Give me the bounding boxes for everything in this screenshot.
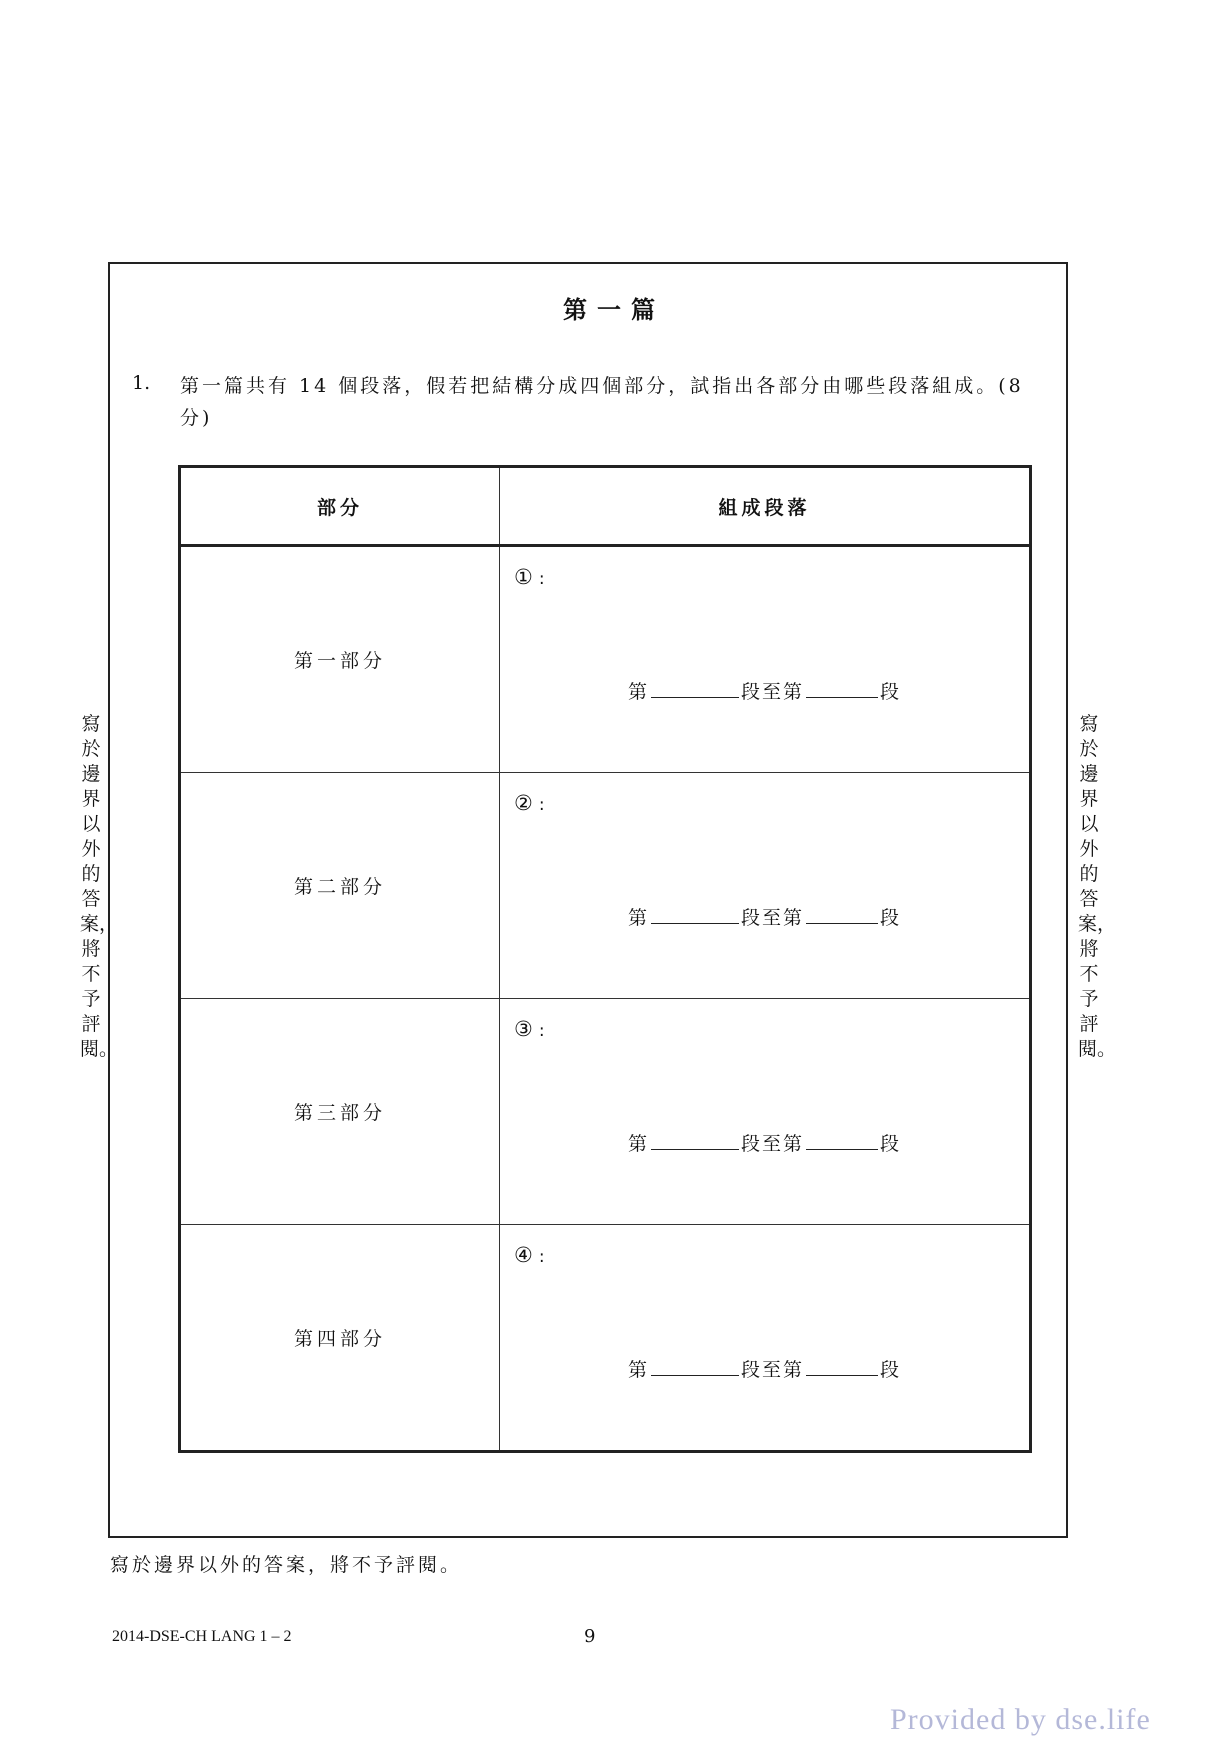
- end-paragraph-blank[interactable]: [806, 1131, 878, 1150]
- part-label: 第四部分: [180, 1225, 500, 1452]
- paragraph-answer-cell[interactable]: [500, 773, 1031, 999]
- header-part: 部分: [180, 467, 500, 546]
- start-paragraph-blank[interactable]: [651, 1357, 739, 1376]
- part-label: 第一部分: [180, 546, 500, 773]
- end-paragraph-blank[interactable]: [806, 1357, 878, 1376]
- start-paragraph-blank[interactable]: [651, 1131, 739, 1150]
- part-label: 第三部分: [180, 999, 500, 1225]
- table-header-row: [180, 467, 1031, 546]
- table-row: [180, 999, 1031, 1225]
- start-paragraph-blank[interactable]: [651, 679, 739, 698]
- end-paragraph-blank[interactable]: [806, 679, 878, 698]
- paragraph-answer-cell[interactable]: [500, 999, 1031, 1225]
- part-label: 第二部分: [180, 773, 500, 999]
- table-row: [180, 1225, 1031, 1452]
- section-title: 第一篇: [563, 295, 665, 324]
- paragraph-answer-cell[interactable]: [500, 1225, 1031, 1452]
- paragraph-range-fill: 第 段至第 段: [627, 1359, 902, 1381]
- circled-number-marker: ③ :: [514, 1017, 545, 1041]
- circled-number-marker: ④ :: [514, 1243, 545, 1267]
- watermark-text: Provided by dse.life: [890, 1703, 1151, 1736]
- paper-code: 2014-DSE-CH LANG 1 – 2: [112, 1628, 292, 1645]
- start-paragraph-blank[interactable]: [651, 905, 739, 924]
- answer-table: [178, 465, 1032, 1453]
- table-row: [180, 773, 1031, 999]
- table-row: [180, 546, 1031, 773]
- question-text: 第一篇共有 14 個段落，假若把結構分成四個部分，試指出各部分由哪些段落組成。(8 分): [180, 375, 1024, 429]
- circled-number-marker: ② :: [514, 791, 545, 815]
- circled-number-marker: ① :: [514, 565, 545, 589]
- paragraph-answer-cell[interactable]: [500, 546, 1031, 773]
- paragraph-range-fill: 第 段至第 段: [627, 907, 902, 929]
- page-number: 9: [584, 1626, 596, 1647]
- end-paragraph-blank[interactable]: [806, 905, 878, 924]
- paragraph-range-fill: 第 段至第 段: [627, 681, 902, 703]
- margin-warning-bottom: 寫於邊界以外的答案，將不予評閱。: [110, 1554, 463, 1576]
- question-number: 1.: [132, 372, 151, 394]
- header-paragraphs: 組成段落: [500, 467, 1031, 546]
- margin-warning-right: 寫於邊界以外的答案，將不予評閱。: [1078, 713, 1117, 1060]
- margin-warning-left: 寫於邊界以外的答案，將不予評閱。: [80, 713, 119, 1060]
- paragraph-range-fill: 第 段至第 段: [627, 1133, 902, 1155]
